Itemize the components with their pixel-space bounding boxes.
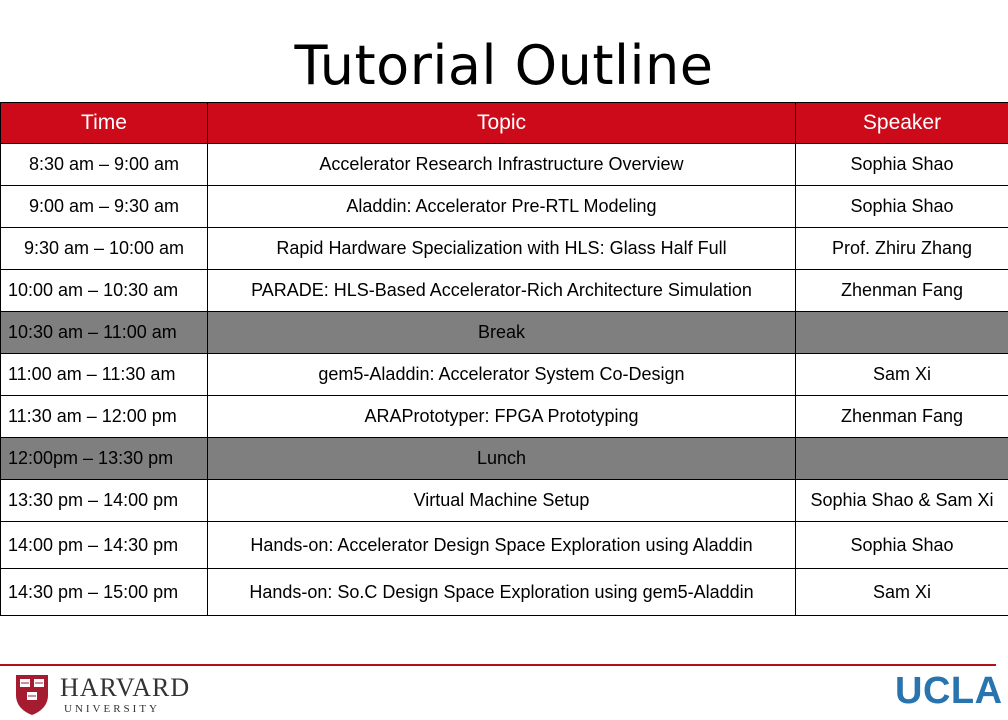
harvard-sub: UNIVERSITY	[64, 703, 160, 715]
topic-cell: ARAPrototyper: FPGA Prototyping	[208, 396, 796, 438]
time-cell: 12:00pm – 13:30 pm	[1, 438, 208, 480]
ucla-logo: UCLA	[895, 670, 1003, 712]
schedule-table	[0, 102, 1008, 616]
time-cell: 13:30 pm – 14:00 pm	[1, 480, 208, 522]
harvard-name: HARVARD	[60, 673, 191, 702]
time-cell: 14:30 pm – 15:00 pm	[1, 569, 208, 616]
speaker-cell: Sophia Shao	[796, 522, 1008, 569]
topic-cell: Break	[208, 312, 796, 354]
page-title: Tutorial Outline	[294, 34, 714, 97]
table-row	[1, 186, 1008, 228]
break-row	[1, 312, 1008, 354]
harvard-shield-icon	[14, 673, 50, 717]
speaker-cell	[796, 438, 1008, 480]
topic-cell: gem5-Aladdin: Accelerator System Co-Design	[208, 354, 796, 396]
topic-cell: Hands-on: Accelerator Design Space Exploration using Aladdin	[208, 522, 796, 569]
time-cell: 9:30 am – 10:00 am	[1, 228, 208, 270]
time-cell: 11:00 am – 11:30 am	[1, 354, 208, 396]
topic-cell: Aladdin: Accelerator Pre-RTL Modeling	[208, 186, 796, 228]
topic-cell: Virtual Machine Setup	[208, 480, 796, 522]
table-row	[1, 270, 1008, 312]
speaker-cell	[796, 312, 1008, 354]
table-row	[1, 480, 1008, 522]
table-row	[1, 522, 1008, 569]
time-cell: 11:30 am – 12:00 pm	[1, 396, 208, 438]
speaker-cell: Sam Xi	[796, 354, 1008, 396]
header-speaker: Speaker	[796, 103, 1008, 144]
topic-cell: Lunch	[208, 438, 796, 480]
time-cell: 10:30 am – 11:00 am	[1, 312, 208, 354]
topic-cell: Hands-on: So.C Design Space Exploration using gem5-Aladdin	[208, 569, 796, 616]
table-row	[1, 228, 1008, 270]
header-topic: Topic	[208, 103, 796, 144]
speaker-cell: Sophia Shao	[796, 186, 1008, 228]
table-row	[1, 396, 1008, 438]
header-time: Time	[1, 103, 208, 144]
speaker-cell: Sophia Shao & Sam Xi	[796, 480, 1008, 522]
time-cell: 9:00 am – 9:30 am	[1, 186, 208, 228]
footer-divider	[0, 664, 996, 666]
time-cell: 10:00 am – 10:30 am	[1, 270, 208, 312]
topic-cell: PARADE: HLS-Based Accelerator-Rich Architecture Simulation	[208, 270, 796, 312]
topic-cell: Accelerator Research Infrastructure Overview	[208, 144, 796, 186]
lunch-row	[1, 438, 1008, 480]
topic-cell: Rapid Hardware Specialization with HLS: Glass Half Full	[208, 228, 796, 270]
speaker-cell: Sam Xi	[796, 569, 1008, 616]
speaker-cell: Prof. Zhiru Zhang	[796, 228, 1008, 270]
table-header-row	[1, 103, 1008, 144]
table-row	[1, 354, 1008, 396]
speaker-cell: Zhenman Fang	[796, 270, 1008, 312]
table-row	[1, 569, 1008, 616]
table-row	[1, 144, 1008, 186]
speaker-cell: Sophia Shao	[796, 144, 1008, 186]
harvard-logo	[14, 673, 190, 717]
time-cell: 8:30 am – 9:00 am	[1, 144, 208, 186]
time-cell: 14:00 pm – 14:30 pm	[1, 522, 208, 569]
speaker-cell: Zhenman Fang	[796, 396, 1008, 438]
